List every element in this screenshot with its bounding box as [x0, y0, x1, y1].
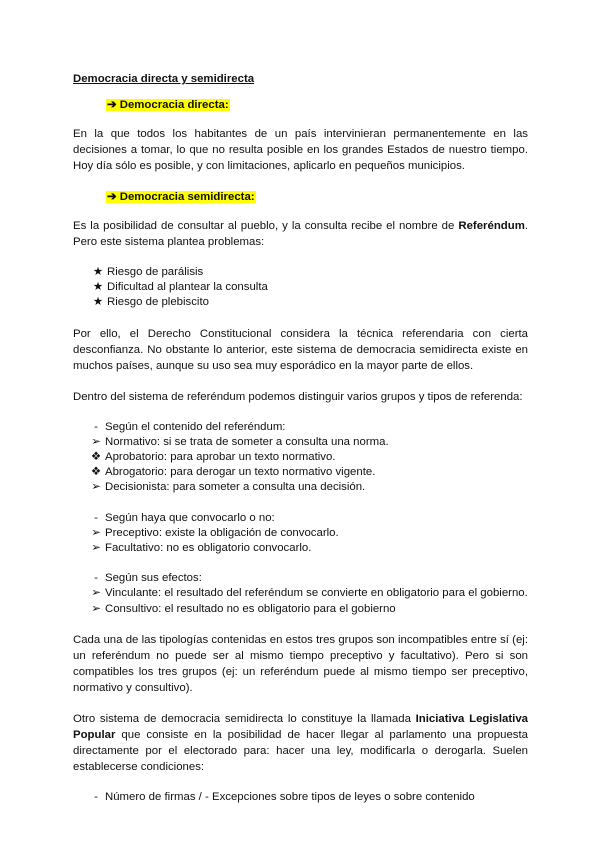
bold-term-referendum: Referéndum — [458, 220, 525, 232]
list-item-text: Vinculante: el resultado del referéndum se convierte en obligatorio para el gobierno. — [105, 587, 528, 600]
bullet-icon: ➢ — [91, 526, 101, 539]
list-item — [73, 465, 528, 480]
list-item — [73, 295, 528, 310]
heading-democracia-directa — [106, 97, 528, 111]
paragraph-dentro: Dentro del sistema de referéndum podemos distinguir varios grupos y tipos de referenda: — [73, 390, 523, 403]
highlighted-heading — [106, 99, 230, 111]
list-item-text: Según sus efectos: — [105, 572, 202, 585]
list-item — [73, 480, 528, 495]
list-item-text: Número de firmas / - Excepciones sobre tipos de leyes o sobre contenido — [105, 790, 475, 803]
list-item-text: Decisionista: para someter a consulta una decisión. — [105, 481, 366, 494]
bullet-icon: ➢ — [91, 435, 101, 448]
document-page — [73, 66, 528, 805]
list-item — [73, 526, 528, 541]
bullet-icon: ➢ — [91, 542, 101, 555]
bullet-icon: ➢ — [91, 481, 101, 494]
highlighted-heading — [106, 191, 256, 203]
bullet-icon: ➢ — [91, 602, 101, 615]
text: Otro sistema de democracia semidirecta lo constituye la llamada — [73, 712, 416, 725]
list-item-text: Normativo: si se trata de someter a consulta una norma. — [105, 435, 389, 448]
dash-bullet-icon: - — [94, 420, 98, 433]
star-bullet-icon: ★ — [92, 281, 104, 294]
dash-bullet-icon: - — [94, 572, 98, 585]
text: . Pero este sistema plantea problemas: — [73, 220, 528, 248]
list-item-text: Facultativo: no es obligatorio convocarlo. — [105, 542, 312, 555]
page-title: Democracia directa y semidirecta — [73, 73, 255, 85]
referendum-group-effects — [73, 571, 528, 617]
paragraph-otro — [73, 711, 528, 775]
paragraph-semidirecta — [73, 218, 528, 250]
list-item — [73, 790, 528, 805]
arrow-icon: ➔ — [107, 191, 117, 203]
list-item — [73, 280, 528, 295]
heading-democracia-semidirecta — [106, 189, 528, 203]
bullet-icon: ➢ — [91, 587, 101, 600]
list-item-text: Riesgo de parálisis — [107, 266, 204, 278]
list-item-text: Aprobatorio: para aprobar un texto normativo. — [105, 451, 336, 464]
list-item-text: Según haya que convocarlo o no: — [105, 511, 275, 524]
list-item-text: Consultivo: el resultado no es obligatorio para el gobierno — [105, 602, 396, 615]
paragraph-directa: En la que todos los habitantes de un país intervinieran permanentemente en las decisiones a tomar, lo que no resulta posible en los grandes Estados de nuestro tiempo. Hoy día sólo es posible, y con limitaciones, aplicarlo en pequeños municipios. — [73, 128, 528, 172]
list-item — [73, 265, 528, 280]
paragraph-cada: Cada una de las tipologías contenidas en estos tres grupos son incompatibles entre sí (ej: un referéndum no puede ser al mismo tiempo preceptivo y facultativo). Pero si son compatibles los tres grupos (ej: un referéndum puede al mismo tiempo ser preceptivo, normativo y consultivo). — [73, 633, 528, 694]
list-item — [73, 602, 528, 617]
dash-bullet-icon: - — [94, 790, 98, 803]
bold-term-ilp: Iniciativa Legislativa Popular — [73, 712, 528, 741]
list-item — [73, 541, 528, 556]
star-bullet-icon: ★ — [92, 296, 104, 309]
list-item-text: Riesgo de plebiscito — [107, 296, 209, 309]
dash-bullet-icon: - — [94, 511, 98, 524]
referendum-group-content — [73, 420, 528, 496]
list-item — [73, 586, 528, 601]
bullet-icon: ❖ — [90, 451, 102, 464]
heading-text: Democracia semidirecta: — [119, 191, 255, 203]
list-item-text: Preceptivo: existe la obligación de convocarlo. — [105, 526, 339, 539]
arrow-icon: ➔ — [107, 99, 117, 111]
list-item — [73, 450, 528, 465]
list-item — [73, 420, 528, 435]
list-item-text: Según el contenido del referéndum: — [105, 420, 286, 433]
bullet-icon: ❖ — [90, 466, 102, 479]
referendum-group-convocation — [73, 511, 528, 557]
list-item — [73, 435, 528, 450]
paragraph-por-ello: Por ello, el Derecho Constitucional considera la técnica referendaria con cierta desconfianza. No obstante lo anterior, este sistema de democracia semidirecta existe en muchos países, aunque su uso sea muy esporádico en la mayor parte de ellos. — [73, 327, 528, 372]
list-item — [73, 571, 528, 586]
problems-list — [73, 265, 528, 311]
list-item-text: Dificultad al plantear la consulta — [107, 281, 268, 294]
text: que consiste en la posibilidad de hacer llegar al parlamento una propuesta directamente por el electorado para: hacer una ley, modificarla o derogarla. Suelen establecerse condiciones: — [73, 728, 528, 773]
text: Es la posibilidad de consultar al pueblo, y la consulta recibe el nombre de — [73, 220, 459, 232]
list-item-text: Abrogatorio: para derogar un texto normativo vigente. — [105, 466, 376, 479]
star-bullet-icon: ★ — [92, 266, 104, 278]
conditions-list — [73, 790, 528, 805]
heading-text: Democracia directa: — [119, 99, 229, 111]
list-item — [73, 511, 528, 526]
